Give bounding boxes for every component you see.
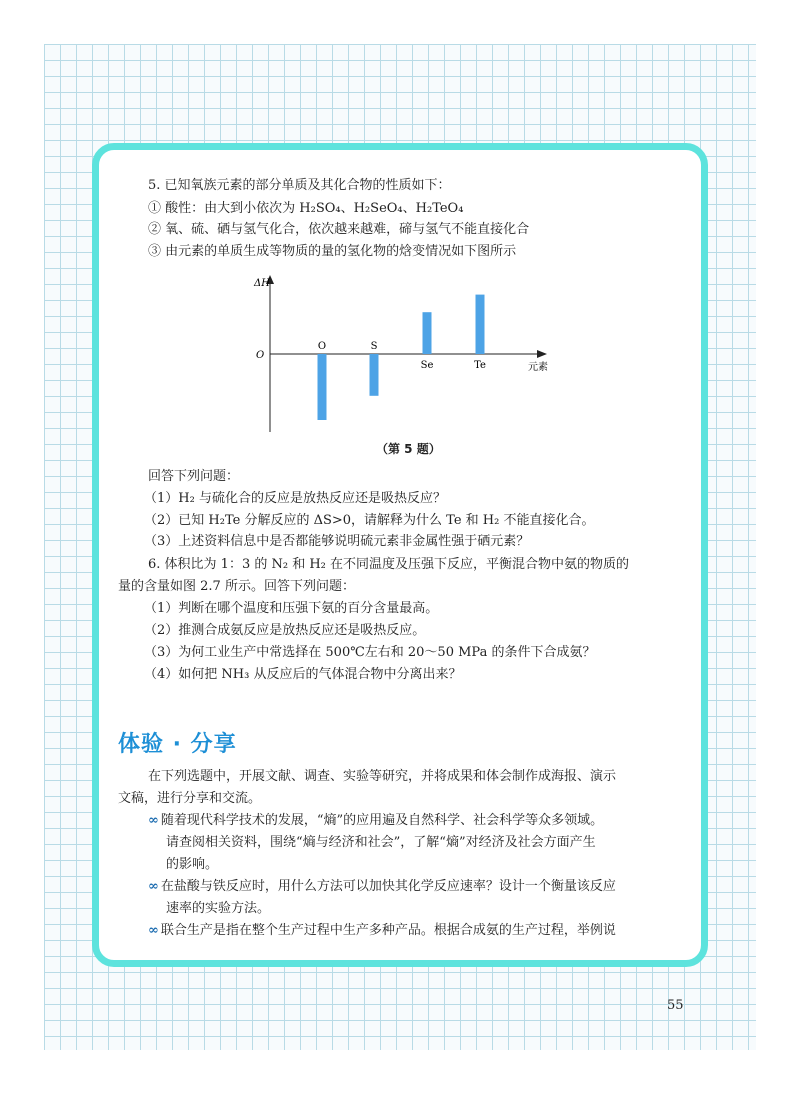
answer-lead: 回答下列问题： bbox=[148, 469, 240, 484]
x-axis-label: 元素 bbox=[528, 362, 548, 373]
tick-label-te: Te bbox=[474, 360, 486, 371]
bullet-3-text: 联合生产是指在整个生产过程中生产多种产品。根据合成氨的生产过程，举例说 bbox=[160, 923, 616, 938]
y-axis-label: ΔH bbox=[254, 278, 270, 289]
tick-label-o: O bbox=[317, 341, 327, 352]
bar-se bbox=[423, 312, 432, 354]
q5-item-2: ② 氧、硫、硒与氢气化合，依次越来越难，碲与氢气不能直接化合 bbox=[148, 222, 530, 237]
section-intro-1: 在下列选题中，开展文献、调查、实验等研究，并将成果和体会制作成海报、演示 bbox=[148, 769, 617, 784]
page-number: 55 bbox=[667, 998, 684, 1013]
q5-intro: 5. 已知氧族元素的部分单质及其化合物的性质如下： bbox=[148, 178, 451, 193]
tick-label-s: S bbox=[370, 341, 378, 352]
enthalpy-bar-chart bbox=[250, 272, 560, 437]
q6-line-2: 量的含量如图 2.7 所示。回答下列问题： bbox=[118, 579, 355, 594]
question-1: （1）H₂ 与硫化合的反应是放热反应还是吸热反应？ bbox=[144, 491, 446, 506]
question-2: （2）已知 H₂Te 分解反应的 ΔS>0，请解释为什么 Te 和 H₂ 不能直接化合。 bbox=[144, 513, 595, 528]
q6-sub-3: （3）为何工业生产中常选择在 500℃左右和 20～50 MPa 的条件下合成氨？ bbox=[144, 645, 596, 660]
bar-o bbox=[318, 354, 327, 420]
bar-te bbox=[476, 295, 485, 354]
bullet-2-line-2: 速率的实验方法。 bbox=[166, 901, 271, 916]
q5-formula-h2so4: H₂SO₄ bbox=[299, 201, 341, 216]
q5-formula-h2seo4: H₂SeO₄ bbox=[353, 201, 403, 216]
bullet-3 bbox=[148, 921, 616, 941]
bullet-1-text: 随着现代科学技术的发展，“熵”的应用遍及自然科学、社会科学等众多领域。 bbox=[160, 813, 604, 828]
bullet-1-line-2: 请查阅相关资料，围绕“熵与经济和社会”，了解“熵”对经济及社会方面产生 bbox=[166, 835, 596, 850]
q5-item-3: ③ 由元素的单质生成等物质的量的氢化物的焓变情况如下图所示 bbox=[148, 244, 517, 259]
q5-item1-prefix: ① 酸性：由大到小依次为 bbox=[148, 201, 300, 216]
bar-s bbox=[370, 354, 379, 396]
tick-label-se: Se bbox=[420, 360, 434, 371]
question-3: （3）上述资料信息中是否都能够说明硫元素非金属性强于硒元素？ bbox=[144, 534, 530, 549]
infinity-icon: ∞ bbox=[148, 879, 159, 894]
x-axis-arrow bbox=[537, 350, 547, 358]
q6-sub-1: （1）判断在哪个温度和压强下氨的百分含量最高。 bbox=[144, 601, 439, 616]
q5-item-1 bbox=[148, 199, 463, 219]
bullet-1 bbox=[148, 811, 603, 831]
q6-sub-4: （4）如何把 NH₃ 从反应后的气体混合物中分离出来？ bbox=[144, 667, 462, 682]
bullet-2-text: 在盐酸与铁反应时，用什么方法可以加快其化学反应速率？设计一个衡量该反应 bbox=[160, 879, 616, 894]
infinity-icon: ∞ bbox=[148, 923, 159, 938]
infinity-icon: ∞ bbox=[148, 813, 159, 828]
bullet-2 bbox=[148, 877, 616, 897]
q5-sep-2: 、 bbox=[402, 201, 416, 216]
q5-sep-1: 、 bbox=[340, 201, 354, 216]
bullet-1-line-3: 的影响。 bbox=[166, 857, 219, 872]
origin-label: O bbox=[256, 350, 265, 361]
q6-line-1: 6. 体积比为 1：3 的 N₂ 和 H₂ 在不同温度及压强下反应，平衡混合物中氨的物质的 bbox=[148, 557, 630, 572]
q5-formula-h2teo4: H₂TeO₄ bbox=[415, 201, 464, 216]
section-title: 体验 · 分享 bbox=[118, 732, 237, 757]
section-intro-2: 文稿，进行分享和交流。 bbox=[118, 791, 262, 806]
q6-sub-2: （2）推测合成氨反应是放热反应还是吸热反应。 bbox=[144, 623, 426, 638]
chart-caption: （第 5 题） bbox=[376, 442, 441, 456]
